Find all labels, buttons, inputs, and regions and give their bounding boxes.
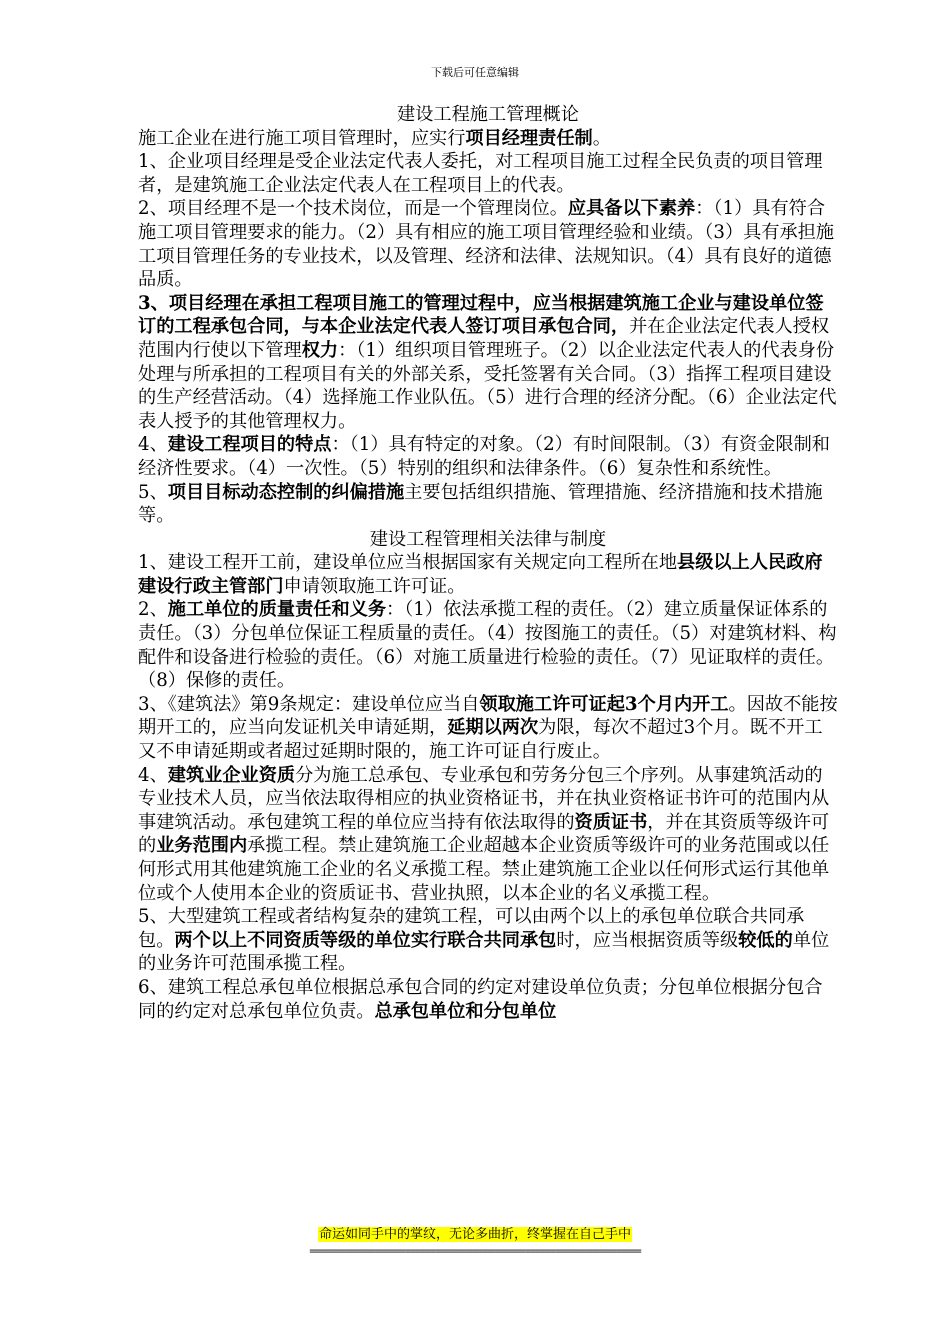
- text-run: 施工企业在进行施工项目管理时，应实行: [138, 127, 466, 149]
- bold-text: 资质证书: [574, 811, 648, 833]
- paragraph: [138, 598, 838, 692]
- text-run: 2、项目经理不是一个技术岗位，而是一个管理岗位。: [138, 198, 568, 220]
- bold-text: 项目经理责任制: [465, 127, 593, 149]
- footer-rule: ==================================================================: [309, 1246, 641, 1257]
- section-title: 建设工程施工管理概论: [397, 104, 579, 125]
- text-run: 承揽工程。禁止建筑施工企业超越本企业资质等级许可的业务范围或以任何形式用其他建筑施工企业的名义承揽工程。禁止建筑施工企业以任何形式运行其他单位或个人使用本企业的资质证书、营业执照，以本企业的名义承揽工程。: [138, 835, 830, 904]
- bold-text: 总承包单位和分包单位: [374, 1000, 557, 1022]
- footer-motto-text: 命运如同手中的掌纹，无论多曲折，终掌握在自己手中: [318, 1227, 631, 1242]
- page-header-note: 下载后可任意编辑: [431, 66, 519, 79]
- paragraph: [138, 292, 838, 434]
- text-run: 分为施工总承包、专业承包和劳务分包三个序列。从事建筑活动的专业技术人员，应当依法取得相应的执业资格证书，并在执业资格证书许可的范围内从事建筑活动。承包建筑工程的单位应当持有依法取得的: [138, 764, 830, 833]
- bold-text: 权力: [301, 339, 339, 361]
- text-run: 2、: [138, 599, 168, 621]
- text-run: ，并在其资质等级许可的: [138, 811, 830, 857]
- footer-motto: [0, 1226, 950, 1244]
- paragraph: [138, 976, 838, 1023]
- paragraph: [138, 905, 838, 976]
- paragraph: [138, 150, 838, 197]
- bold-text: 领取施工许可证起3个月内开工: [479, 693, 729, 715]
- text-run: 4、: [138, 434, 168, 456]
- text-run: 主要包括组织措施、管理措施、经济措施和技术措施等。: [138, 481, 823, 527]
- text-run: 并在企业法定代表人授权范围内行使以下管理: [138, 316, 830, 361]
- paragraph: [138, 764, 838, 906]
- text-run: 。因故不能按期开工的，应当向发证机关申请延期，: [138, 693, 838, 739]
- bold-text: 应具备以下素养: [567, 198, 696, 220]
- text-run: 。: [592, 127, 611, 149]
- bold-text: 业务范围内: [156, 835, 248, 857]
- text-run: 4、: [138, 764, 168, 786]
- bold-text: 建筑业企业资质: [167, 764, 296, 786]
- bold-text: 县级以上人民政府建设行政主管部门: [138, 552, 823, 597]
- text-run: ：（1）依法承揽工程的责任。（2）建立质量保证体系的责任。（3）分包单位保证工程质量的责任。（4）按图施工的责任。（5）对建筑材料、构配件和设备进行检验的责任。（6）对施工质量进行检验的责任。（7）见证取样的责任。（8）保修的责任。: [138, 599, 837, 692]
- paragraph: [138, 551, 838, 598]
- paragraph: [138, 433, 838, 480]
- text-run: 申请领取施工许可证。: [283, 575, 466, 597]
- section-title: 建设工程管理相关法律与制度: [369, 528, 607, 550]
- text-run: 5、: [138, 481, 168, 503]
- text-run: ：（1）具有符合施工项目管理要求的能力。（2）具有相应的施工项目管理经验和业绩。（3）具有承担施工项目管理任务的专业技术，以及管理、经济和法律、法规知识。（4）具有良好的道德品质。: [138, 198, 835, 291]
- text-run: ：（1）具有特定的对象。（2）有时间限制。（3）有资金限制和经济性要求。（4）一次性。（5）特别的组织和法律条件。（6）复杂性和系统性。: [138, 434, 830, 479]
- paragraph: [138, 197, 838, 291]
- paragraph: [138, 127, 838, 151]
- paragraph: [138, 481, 838, 528]
- text-run: 为限，每次不超过3个月。既不开工又不申请延期或者超过延期时限的，施工许可证自行废止。: [138, 717, 823, 763]
- text-run: 时，应当根据资质等级: [556, 929, 739, 951]
- text-run: 3、《建筑法》第9条规定：建设单位应当自: [138, 693, 480, 715]
- bold-text: 两个以上不同资质等级的单位实行联合共同承包: [174, 929, 557, 951]
- bold-text: 施工单位的质量责任和义务: [167, 599, 387, 621]
- text-run: 单位的业务许可范围承揽工程。: [138, 929, 830, 975]
- document-body: [138, 103, 838, 1023]
- bold-text: 建设工程项目的特点: [167, 434, 332, 456]
- text-run: 1、建设工程开工前，建设单位应当根据国家有关规定向工程所在地: [138, 552, 678, 574]
- bold-text: 3、项目经理在承担工程项目施工的管理过程中，应当根据建筑施工企业与建设单位签订的工程承包合同，与本企业法定代表人签订项目承包合同，: [138, 292, 824, 338]
- paragraph: [138, 693, 838, 764]
- text-run: ：（1）组织项目管理班子。（2）以企业法定代表人的代表身份处理与所承担的工程项目有关的外部关系，受托签署有关合同。（3）指挥工程项目建设的生产经营活动。（4）选择施工作业队伍。（5）进行合理的经济分配。（6）企业法定代表人授予的其他管理权力。: [138, 339, 837, 432]
- bold-text: 较低的: [738, 929, 793, 951]
- text-run: 6、建筑工程总承包单位根据总承包合同的约定对建设单位负责；分包单位根据分包合同的约定对总承包单位负责。: [138, 976, 823, 1022]
- bold-text: 延期以两次: [447, 717, 539, 739]
- bold-text: 项目目标动态控制的纠偏措施: [167, 481, 405, 503]
- text-run: 5、大型建筑工程或者结构复杂的建筑工程，可以由两个以上的承包单位联合共同承包。: [138, 906, 805, 951]
- text-run: 1、企业项目经理是受企业法定代表人委托，对工程项目施工过程全民负责的项目管理者，是建筑施工企业法定代表人在工程项目上的代表。: [138, 151, 823, 196]
